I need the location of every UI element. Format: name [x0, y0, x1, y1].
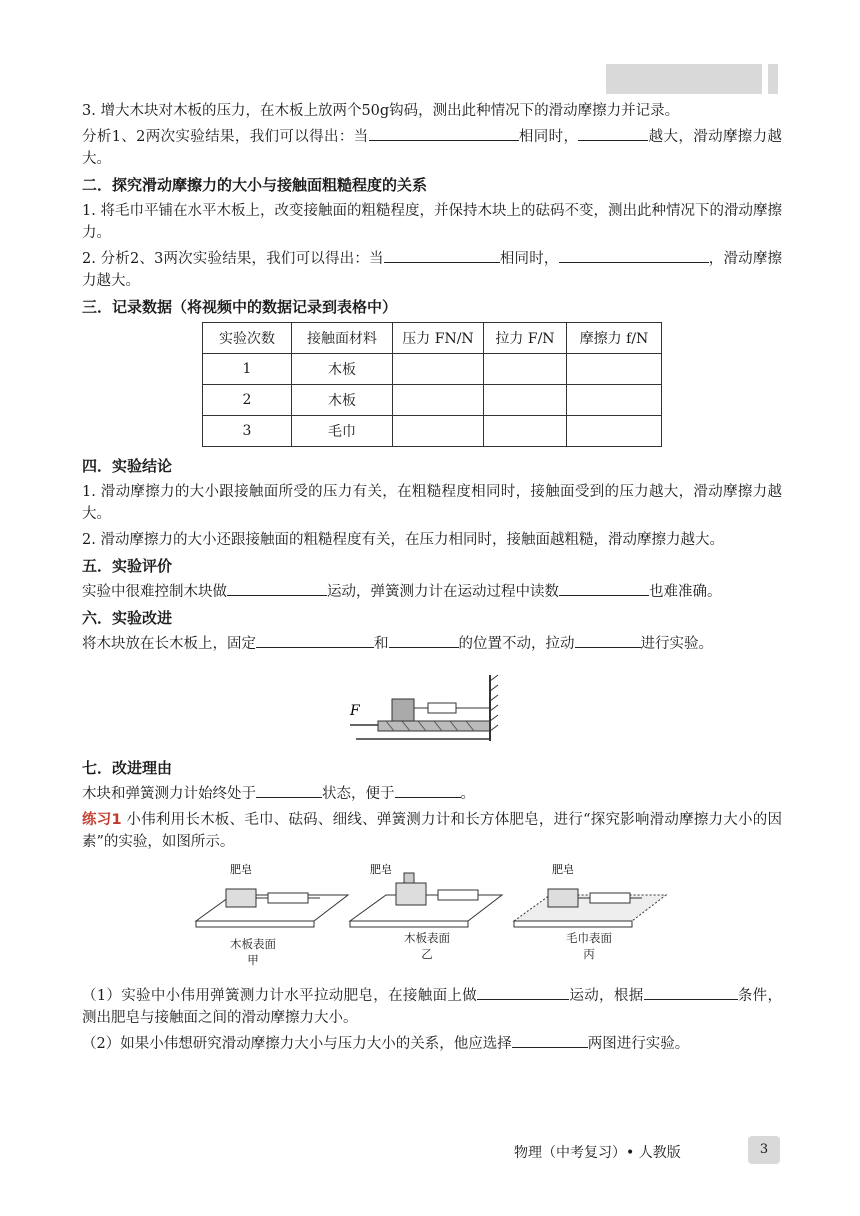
- table-header: 拉力 F/N: [484, 323, 567, 354]
- force-label: F: [350, 703, 360, 719]
- table-row: [203, 354, 662, 385]
- data-table: [202, 322, 662, 447]
- page-content: [82, 100, 782, 1059]
- blank[interactable]: [384, 248, 500, 263]
- blank[interactable]: [389, 633, 459, 648]
- table-cell[interactable]: [393, 385, 484, 416]
- improved-setup-figure: [346, 671, 506, 751]
- table-row: [203, 385, 662, 416]
- section2-item1: 1. 将毛巾平铺在水平木板上，改变接触面的粗糙程度，并保持木块上的砝码不变，测出此种情况下的滑动摩擦力。: [82, 203, 782, 241]
- header-bar: [606, 64, 762, 94]
- figure-surface-label: 毛巾表面: [566, 931, 612, 945]
- svg-text:肥皂: 肥皂: [552, 863, 574, 876]
- section6-text: 将木块放在长木板上，固定 和 的位置不动，拉动 进行实验。: [82, 633, 782, 655]
- figure-name: 丙: [583, 947, 595, 961]
- figure-surface-label: 木板表面: [230, 937, 276, 951]
- table-cell[interactable]: [484, 354, 567, 385]
- section2-heading: 二．探究滑动摩擦力的大小与接触面粗糙程度的关系: [82, 176, 428, 194]
- practice-question-2: （2）如果小伟想研究滑动摩擦力大小与压力大小的关系，他应选择 两图进行实验。: [82, 1033, 782, 1055]
- practice-label: 练习1: [82, 812, 122, 828]
- section7-heading: 七．改进理由: [82, 759, 173, 777]
- svg-text:肥皂: 肥皂: [230, 863, 252, 876]
- analysis-1-2: 分析1、2两次实验结果，我们可以得出：当 相同时， 越大，滑动摩擦力越大。: [82, 126, 782, 170]
- blank[interactable]: [512, 1033, 588, 1048]
- page-number: 3: [748, 1136, 780, 1164]
- header-bar-tab: [768, 64, 778, 94]
- section4-heading: 四．实验结论: [82, 457, 173, 475]
- practice-figures: [82, 861, 782, 979]
- blank[interactable]: [256, 633, 374, 648]
- figure-bing: [510, 861, 670, 979]
- section5-heading: 五．实验评价: [82, 557, 173, 575]
- table-cell[interactable]: [484, 385, 567, 416]
- table-header: 压力 FN/N: [393, 323, 484, 354]
- section2-item2: 2. 分析2、3两次实验结果，我们可以得出：当 相同时， ，滑动摩擦力越大。: [82, 248, 782, 292]
- blank[interactable]: [644, 985, 692, 1000]
- blank[interactable]: [227, 581, 327, 596]
- table-cell: 木板: [292, 385, 393, 416]
- table-cell[interactable]: [567, 416, 662, 447]
- table-cell: 1: [203, 354, 292, 385]
- table-cell[interactable]: [567, 354, 662, 385]
- table-cell[interactable]: [567, 385, 662, 416]
- figure-jia: [192, 861, 352, 979]
- table-cell[interactable]: [484, 416, 567, 447]
- section3-heading: 三．记录数据（将视频中的数据记录到表格中）: [82, 298, 398, 316]
- figure-surface-label: 木板表面: [404, 931, 450, 945]
- table-header: 接触面材料: [292, 323, 393, 354]
- section4-item1: 1. 滑动摩擦力的大小跟接触面所受的压力有关，在粗糙程度相同时，接触面受到的压力越大，滑动摩擦力越大。: [82, 484, 782, 522]
- improved-setup-diagram: [346, 671, 506, 751]
- practice-question-1: （1）实验中小伟用弹簧测力计水平拉动肥皂，在接触面上做 运动，根据 条件，测出肥皂与接触面之间的滑动摩擦力大小。: [82, 985, 782, 1029]
- section7-text: 木块和弹簧测力计始终处于 状态，便于 。: [82, 783, 782, 805]
- table-cell[interactable]: [393, 354, 484, 385]
- blank[interactable]: [575, 633, 641, 648]
- table-row: [203, 416, 662, 447]
- table-cell: 2: [203, 385, 292, 416]
- practice-intro: 练习1 小伟利用长木板、毛巾、砝码、细线、弹簧测力计和长方体肥皂，进行“探究影响滑动摩擦力大小的因素”的实验，如图所示。: [82, 812, 782, 850]
- section6-heading: 六．实验改进: [82, 609, 173, 627]
- svg-text:肥皂: 肥皂: [370, 863, 392, 876]
- table-cell: 木板: [292, 354, 393, 385]
- blank[interactable]: [369, 126, 519, 141]
- blank[interactable]: [578, 126, 648, 141]
- blank[interactable]: [477, 985, 569, 1000]
- section5-text: 实验中很难控制木块做 运动，弹簧测力计在运动过程中读数 也难准确。: [82, 581, 782, 603]
- blank[interactable]: [559, 248, 709, 263]
- figure-yi: [346, 861, 506, 979]
- blank[interactable]: [559, 581, 649, 596]
- figure-name: 甲: [247, 953, 259, 967]
- blank[interactable]: [395, 783, 461, 798]
- blank[interactable]: [256, 783, 322, 798]
- sec3-item3: 3. 增大木块对木板的压力，在木板上放两个50g钩码，测出此种情况下的滑动摩擦力并记录。: [82, 103, 680, 119]
- table-header-row: [203, 323, 662, 354]
- table-header: 摩擦力 f/N: [567, 323, 662, 354]
- table-cell[interactable]: [393, 416, 484, 447]
- footer-text: 物理（中考复习）• 人教版: [514, 1145, 681, 1161]
- section4-item2: 2. 滑动摩擦力的大小还跟接触面的粗糙程度有关，在压力相同时，接触面越粗糙，滑动摩擦力越大。: [82, 532, 724, 548]
- figure-name: 乙: [421, 947, 433, 961]
- blank[interactable]: [692, 985, 738, 1000]
- table-cell: 3: [203, 416, 292, 447]
- table-header: 实验次数: [203, 323, 292, 354]
- table-cell: 毛巾: [292, 416, 393, 447]
